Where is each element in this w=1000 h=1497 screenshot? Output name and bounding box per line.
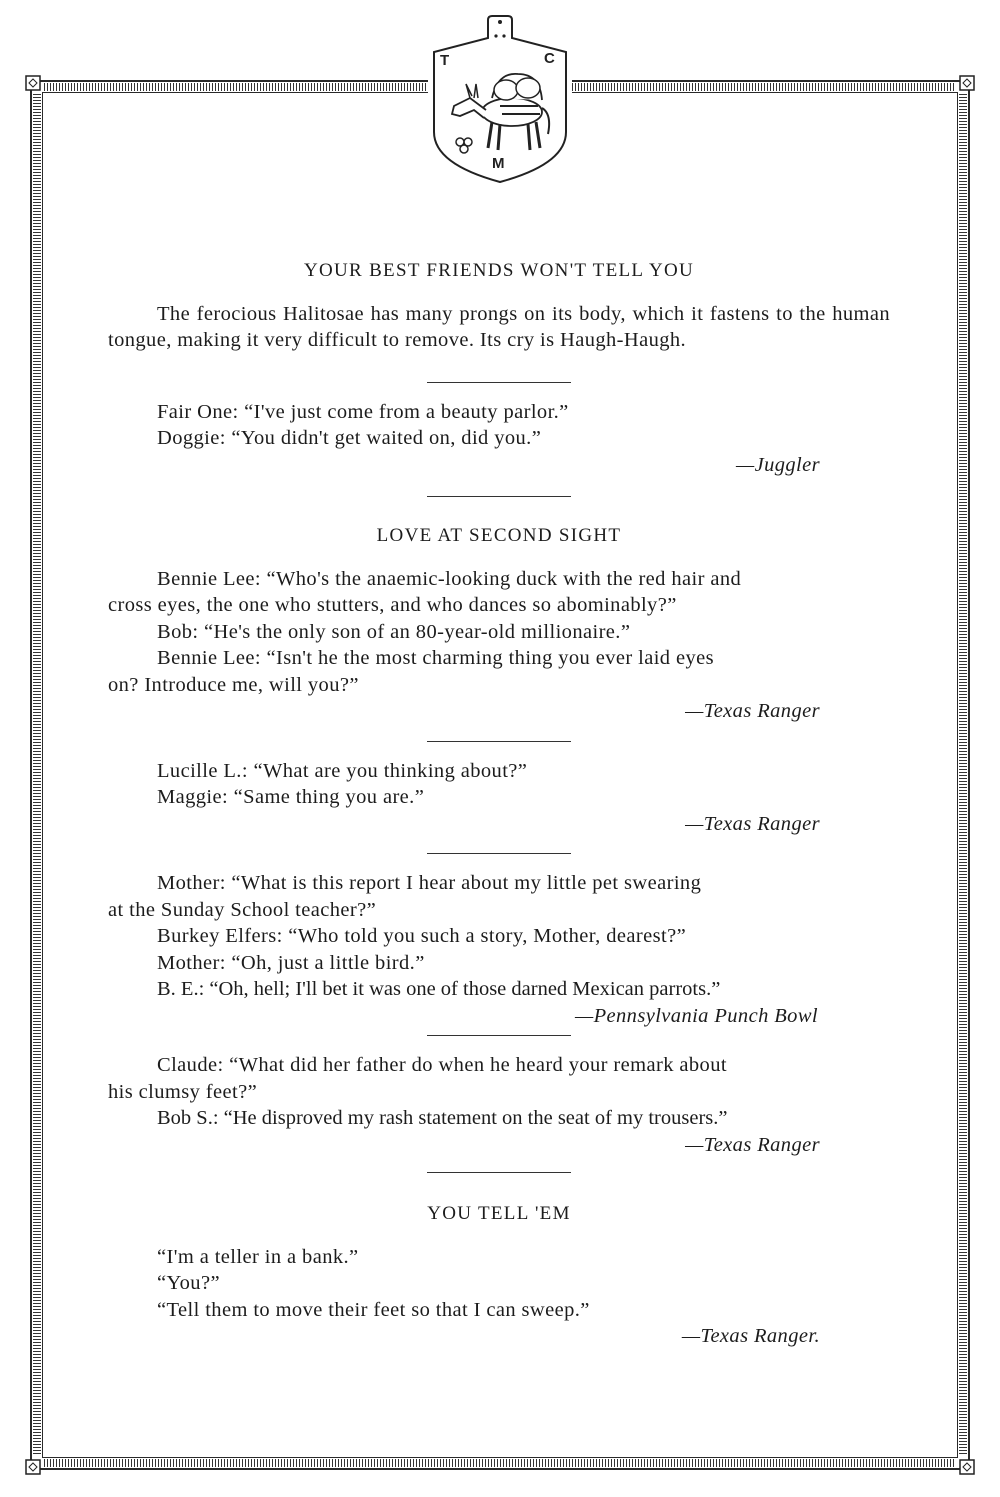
dialogue-line: at the Sunday School teacher?” <box>108 898 377 921</box>
section-heading: YOUR BEST FRIENDS WON'T TELL YOU <box>303 260 695 281</box>
dialogue-line: Burkey Elfers: “Who told you such a story, Mother, dearest?” <box>157 925 687 947</box>
section-heading: LOVE AT SECOND SIGHT <box>376 525 622 546</box>
border-hatch-top-left <box>44 83 428 91</box>
crest-letter-m: M <box>492 155 505 172</box>
corner-ornament-icon <box>958 74 976 92</box>
corner-ornament-icon <box>24 74 42 92</box>
section-heading: YOU TELL 'EM <box>427 1203 571 1224</box>
dialogue-line: Bennie Lee: “Who's the anaemic-looking duck with the red hair and <box>157 567 742 590</box>
attribution: —Pennsylvania Punch Bowl <box>574 1004 818 1027</box>
dialogue-line: Mother: “Oh, just a little bird.” <box>157 951 425 974</box>
dialogue-line: “I'm a teller in a bank.” <box>157 1245 359 1268</box>
dialogue-line: Claude: “What did her father do when he heard your remark about <box>157 1054 727 1076</box>
corner-ornament-icon <box>24 1458 42 1476</box>
dialogue-line: Maggie: “Same thing you are.” <box>157 786 425 808</box>
attribution: —Texas Ranger. <box>681 1325 820 1347</box>
border-hatch-top-right <box>572 83 956 91</box>
dialogue-line: Bob: “He's the only son of an 80-year-old millionaire.” <box>157 620 631 643</box>
corner-ornament-icon <box>958 1458 976 1476</box>
joke-paragraph: The ferocious Halitosae has many prongs on its body, which it fastens to the human tongue, making it very difficult to remove. Its cry is Haugh-Haugh. <box>108 302 890 351</box>
attribution: —Juggler <box>735 453 820 476</box>
dialogue-line: cross eyes, the one who stutters, and who dances so abominably?” <box>108 594 677 616</box>
dialogue-line: Doggie: “You didn't get waited on, did you.” <box>157 427 542 449</box>
attribution: —Texas Ranger <box>685 700 820 722</box>
attribution: —Texas Ranger <box>685 1133 820 1156</box>
dialogue-line: “You?” <box>157 1272 220 1294</box>
dialogue-line: Lucille L.: “What are you thinking about?” <box>157 759 528 782</box>
dialogue-line: his clumsy feet?” <box>108 1080 258 1103</box>
dialogue-line: Mother: “What is this report I hear about my little pet swearing <box>157 872 702 894</box>
dialogue-line: Bob S.: “He disproved my rash statement on the seat of my trousers.” <box>157 1107 728 1129</box>
attribution: —Texas Ranger <box>685 812 820 835</box>
dialogue-line: Fair One: “I've just come from a beauty parlor.” <box>157 400 569 423</box>
crest-letter-c: C <box>544 50 555 67</box>
border-hatch-left <box>33 94 41 1456</box>
dialogue-line: on? Introduce me, will you?” <box>108 673 359 696</box>
dialogue-line: “Tell them to move their feet so that I can sweep.” <box>157 1298 590 1321</box>
border-hatch-bottom <box>44 1459 956 1467</box>
crest-letter-t: T <box>440 52 450 69</box>
border-hatch-right <box>959 94 967 1456</box>
dialogue-line: B. E.: “Oh, hell; I'll bet it was one of those darned Mexican parrots.” <box>157 978 721 1000</box>
dialogue-line: Bennie Lee: “Isn't he the most charming thing you ever laid eyes <box>157 647 715 669</box>
page-content <box>108 258 890 1350</box>
